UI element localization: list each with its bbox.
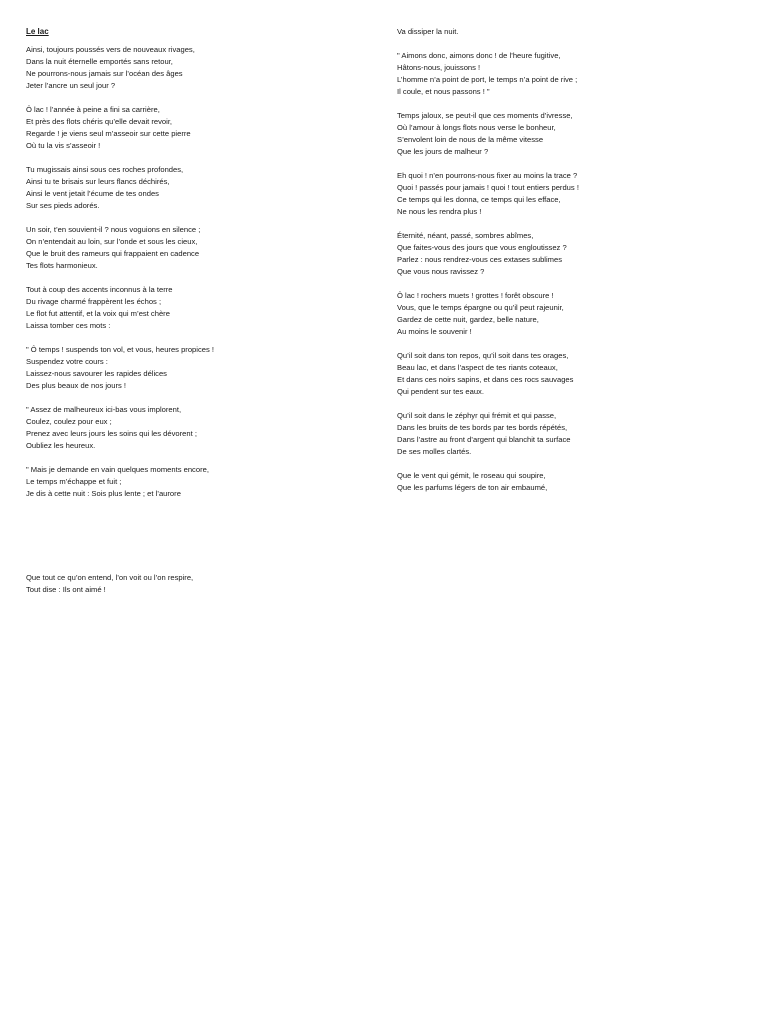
verse-line: Le flot fut attentif, et la voix qui m’est chère <box>26 309 170 318</box>
verse-line: Que le vent qui gémit, le roseau qui soupire, <box>397 471 546 480</box>
stanza <box>397 26 737 38</box>
verse-line: Regarde ! je viens seul m’asseoir sur cette pierre <box>26 129 191 138</box>
verse-line: Prenez avec leurs jours les soins qui les dévorent ; <box>26 429 197 438</box>
verse-line: Quoi ! passés pour jamais ! quoi ! tout entiers perdus ! <box>397 183 579 192</box>
verse-line: Le temps m’échappe et fuit ; <box>26 477 122 486</box>
verse-line: Suspendez votre cours : <box>26 357 108 366</box>
page-gap <box>26 512 366 572</box>
verse-line: Au moins le souvenir ! <box>397 327 472 336</box>
verse-line: Beau lac, et dans l’aspect de tes riants coteaux, <box>397 363 558 372</box>
verse-line: Va dissiper la nuit. <box>397 27 459 36</box>
stanza <box>397 50 737 98</box>
verse-line: Vous, que le temps épargne ou qu’il peut rajeunir, <box>397 303 564 312</box>
verse-line: Que le bruit des rameurs qui frappaient en cadence <box>26 249 200 258</box>
stanza <box>397 470 737 494</box>
verse-line: Des plus beaux de nos jours ! <box>26 381 127 390</box>
verse-line: Que les jours de malheur ? <box>397 147 489 156</box>
verse-line: Tout dise : Ils ont aimé ! <box>26 585 106 594</box>
stanza <box>397 410 737 458</box>
verse-line: Qu’il soit dans le zéphyr qui frémit et qui passe, <box>397 411 557 420</box>
verse-line: Où tu la vis s’asseoir ! <box>26 141 101 150</box>
stanza <box>26 404 366 452</box>
stanza <box>397 350 737 398</box>
verse-line: Ainsi tu te brisais sur leurs flancs déchirés, <box>26 177 170 186</box>
verse-line: Du rivage charmé frappèrent les échos ; <box>26 297 162 306</box>
verse-line: " Assez de malheureux ici-bas vous implorent, <box>26 405 182 414</box>
stanza <box>397 230 737 278</box>
verse-line: Que faites-vous des jours que vous engloutissez ? <box>397 243 567 252</box>
verse-line: Tu mugissais ainsi sous ces roches profondes, <box>26 165 184 174</box>
verse-line: " Ô temps ! suspends ton vol, et vous, heures propices ! <box>26 345 214 354</box>
verse-line: Un soir, t’en souvient-il ? nous voguions en silence ; <box>26 225 201 234</box>
verse-line: Éternité, néant, passé, sombres abîmes, <box>397 231 534 240</box>
verse-line: Ce temps qui les donna, ce temps qui les efface, <box>397 195 561 204</box>
stanza <box>26 284 366 332</box>
verse-line: Que les parfums légers de ton air embaumé, <box>397 483 548 492</box>
verse-line: Que tout ce qu’on entend, l’on voit ou l’on respire, <box>26 573 194 582</box>
stanza <box>26 224 366 272</box>
verse-line: Qu’il soit dans ton repos, qu’il soit dans tes orages, <box>397 351 569 360</box>
stanza <box>26 164 366 212</box>
verse-line: Il coule, et nous passons ! " <box>397 87 490 96</box>
left-column <box>26 26 366 608</box>
verse-line: Dans les bruits de tes bords par tes bords répétés, <box>397 423 568 432</box>
verse-line: S’envolent loin de nous de la même vitesse <box>397 135 544 144</box>
stanza <box>26 44 366 92</box>
left-stanzas <box>26 44 366 500</box>
verse-line: L’homme n’a point de port, le temps n’a point de rive ; <box>397 75 578 84</box>
verse-line: Qui pendent sur tes eaux. <box>397 387 484 396</box>
verse-line: Ne nous les rendra plus ! <box>397 207 482 216</box>
verse-line: Laissez-nous savourer les rapides délices <box>26 369 167 378</box>
stanza <box>397 170 737 218</box>
verse-line: " Mais je demande en vain quelques moments encore, <box>26 465 209 474</box>
closing-stanza <box>26 572 366 596</box>
verse-line: Et près des flots chéris qu’elle devait revoir, <box>26 117 173 126</box>
right-column <box>397 26 737 506</box>
verse-line: Ne pourrons-nous jamais sur l’océan des âges <box>26 69 183 78</box>
verse-line: Et dans ces noirs sapins, et dans ces rocs sauvages <box>397 375 574 384</box>
verse-line: Sur ses pieds adorés. <box>26 201 100 210</box>
poem-title: Le lac <box>26 27 49 36</box>
verse-line: Dans l’astre au front d’argent qui blanchit ta surface <box>397 435 571 444</box>
verse-line: Tout à coup des accents inconnus à la terre <box>26 285 173 294</box>
verse-line: Ainsi le vent jetait l’écume de tes ondes <box>26 189 159 198</box>
stanza <box>26 464 366 500</box>
verse-line: De ses molles clartés. <box>397 447 472 456</box>
verse-line: Ô lac ! l’année à peine a fini sa carrière, <box>26 105 160 114</box>
verse-line: Que vous nous ravissez ? <box>397 267 485 276</box>
verse-line: Dans la nuit éternelle emportés sans retour, <box>26 57 173 66</box>
verse-line: Ô lac ! rochers muets ! grottes ! forêt obscure ! <box>397 291 554 300</box>
stanza <box>397 110 737 158</box>
verse-line: Oubliez les heureux. <box>26 441 96 450</box>
stanza <box>26 104 366 152</box>
verse-line: Eh quoi ! n’en pourrons-nous fixer au moins la trace ? <box>397 171 578 180</box>
verse-line: " Aimons donc, aimons donc ! de l’heure fugitive, <box>397 51 561 60</box>
verse-line: Ainsi, toujours poussés vers de nouveaux rivages, <box>26 45 195 54</box>
verse-line: Je dis à cette nuit : Sois plus lente ; et l’aurore <box>26 489 181 498</box>
verse-line: On n’entendait au loin, sur l’onde et sous les cieux, <box>26 237 198 246</box>
verse-line: Jeter l’ancre un seul jour ? <box>26 81 116 90</box>
verse-line: Gardez de cette nuit, gardez, belle nature, <box>397 315 539 324</box>
stanza <box>26 344 366 392</box>
stanza <box>397 290 737 338</box>
right-stanzas <box>397 26 737 494</box>
verse-line: Coulez, coulez pour eux ; <box>26 417 112 426</box>
verse-line: Temps jaloux, se peut-il que ces moments d’ivresse, <box>397 111 573 120</box>
verse-line: Hâtons-nous, jouissons ! <box>397 63 481 72</box>
verse-line: Laissa tomber ces mots : <box>26 321 111 330</box>
verse-line: Parlez : nous rendrez-vous ces extases sublimes <box>397 255 563 264</box>
verse-line: Où l’amour à longs flots nous verse le bonheur, <box>397 123 556 132</box>
verse-line: Tes flots harmonieux. <box>26 261 98 270</box>
